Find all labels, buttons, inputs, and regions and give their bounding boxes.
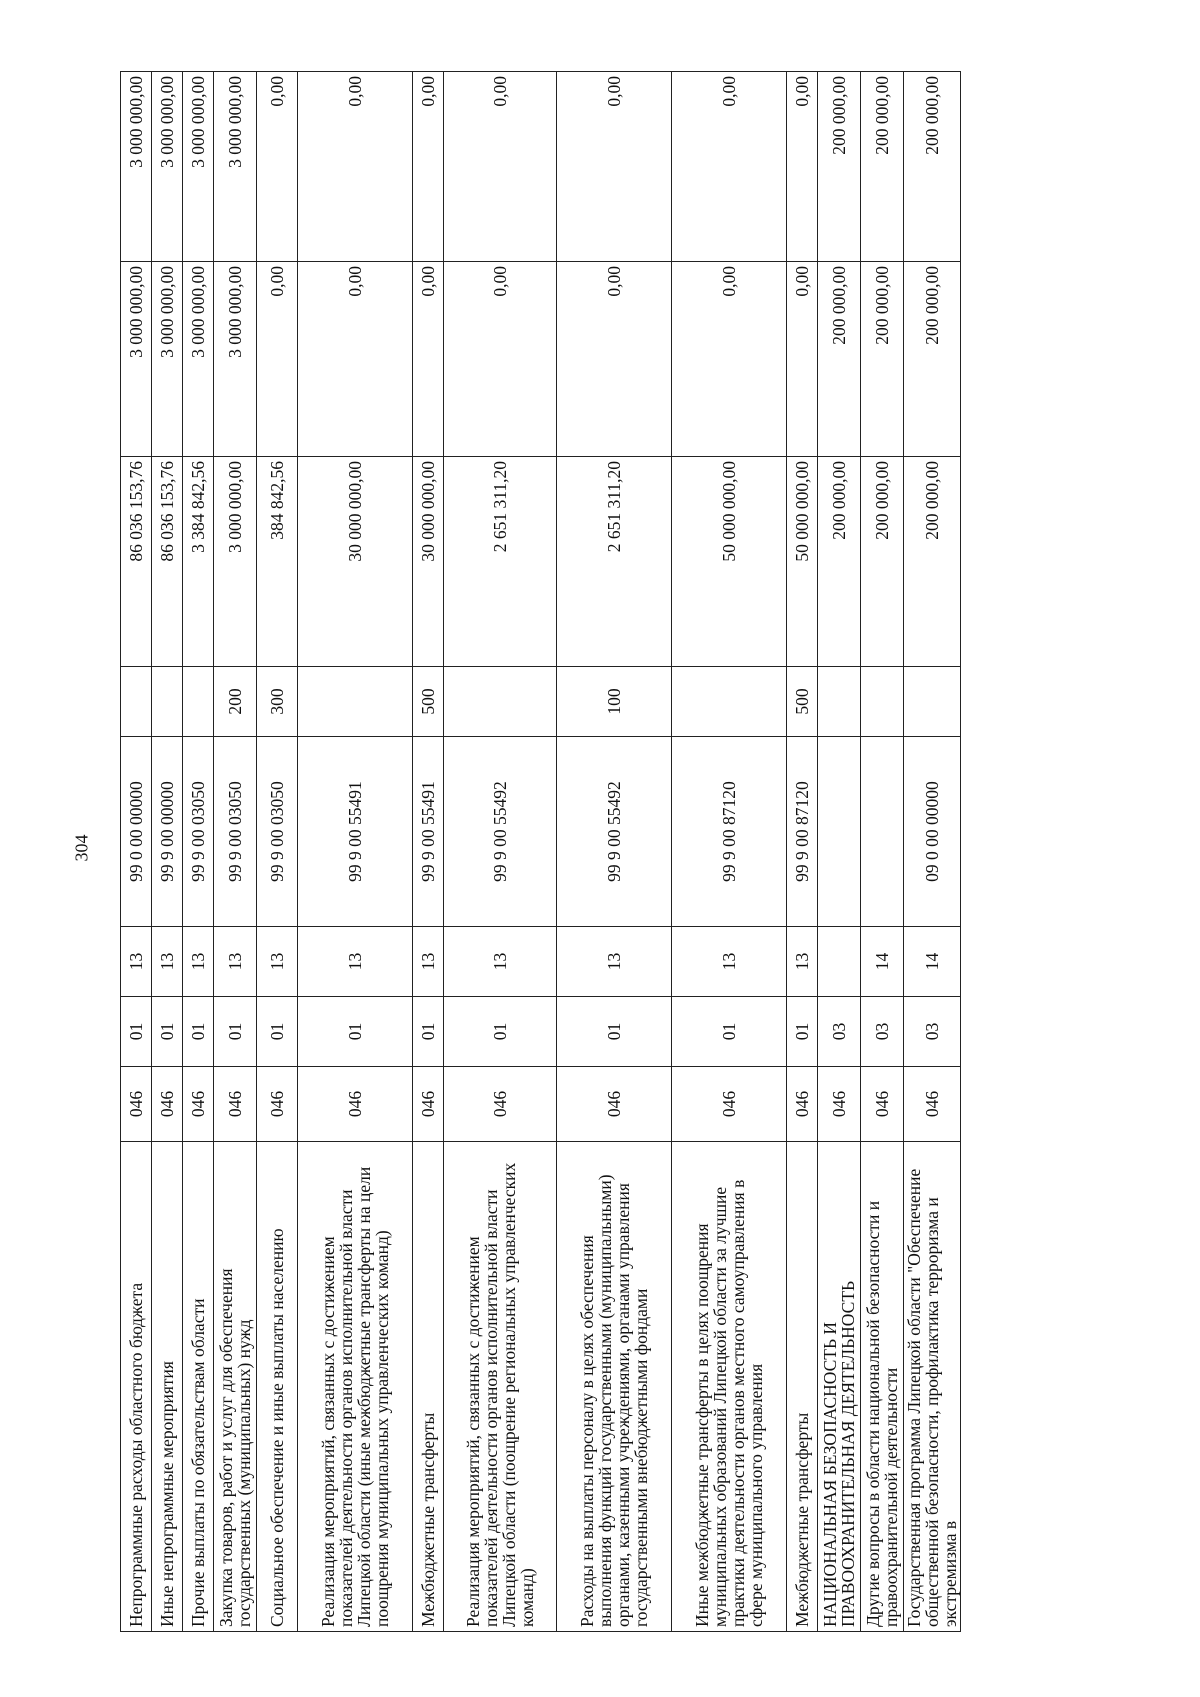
cell-pr: 13 [672, 927, 787, 997]
cell-amount-2: 3 000 000,00 [183, 262, 214, 457]
cell-amount-2: 3 000 000,00 [214, 262, 257, 457]
cell-amount-2: 0,00 [298, 262, 413, 457]
cell-pr [818, 927, 861, 997]
cell-name: Иные межбюджетные трансферты в целях поощрения муниципальных образований Липецкой области за лучшие практики деятельности органов местного самоуправления в сфере муниципального управления [672, 1142, 787, 1632]
budget-table [120, 71, 961, 1632]
cell-csr: 99 9 00 55491 [413, 737, 444, 927]
cell-vr [904, 667, 961, 737]
cell-pr: 14 [861, 927, 904, 997]
cell-gr: 046 [413, 1067, 444, 1142]
table-row [413, 72, 444, 1632]
cell-name: Непрограммные расходы областного бюджета [121, 1142, 152, 1632]
cell-amount-1: 86 036 153,76 [152, 457, 183, 667]
cell-amount-1: 200 000,00 [861, 457, 904, 667]
cell-amount-1: 2 651 311,20 [444, 457, 557, 667]
cell-amount-1: 2 651 311,20 [557, 457, 672, 667]
cell-amount-2: 3 000 000,00 [152, 262, 183, 457]
cell-pr: 13 [121, 927, 152, 997]
cell-rz: 01 [672, 997, 787, 1067]
table-row [257, 72, 298, 1632]
table-row [557, 72, 672, 1632]
cell-csr: 99 9 00 55491 [298, 737, 413, 927]
cell-gr: 046 [214, 1067, 257, 1142]
cell-pr: 13 [787, 927, 818, 997]
cell-rz: 01 [121, 997, 152, 1067]
cell-gr: 046 [121, 1067, 152, 1142]
cell-amount-1: 200 000,00 [818, 457, 861, 667]
cell-name: Расходы на выплаты персоналу в целях обеспечения выполнения функций государственными (муниципальными) органами, казенными учреждениями, органами управления государственными внебюджетными фондами [557, 1142, 672, 1632]
cell-rz: 01 [214, 997, 257, 1067]
cell-amount-3: 0,00 [298, 72, 413, 262]
cell-vr [672, 667, 787, 737]
cell-vr: 300 [257, 667, 298, 737]
cell-csr: 99 9 00 87120 [672, 737, 787, 927]
cell-gr: 046 [257, 1067, 298, 1142]
cell-csr: 09 0 00 00000 [904, 737, 961, 927]
cell-amount-3: 3 000 000,00 [152, 72, 183, 262]
cell-vr: 100 [557, 667, 672, 737]
table-row [861, 72, 904, 1632]
cell-amount-3: 0,00 [444, 72, 557, 262]
cell-vr [861, 667, 904, 737]
cell-amount-3: 3 000 000,00 [183, 72, 214, 262]
cell-csr [818, 737, 861, 927]
page-number: 304 [71, 834, 92, 862]
cell-pr: 13 [557, 927, 672, 997]
cell-gr: 046 [298, 1067, 413, 1142]
cell-vr: 500 [413, 667, 444, 737]
cell-vr [818, 667, 861, 737]
cell-csr: 99 9 00 03050 [214, 737, 257, 927]
cell-amount-1: 3 384 842,56 [183, 457, 214, 667]
cell-gr: 046 [557, 1067, 672, 1142]
table-row [672, 72, 787, 1632]
rotated-table-container [120, 72, 1020, 1632]
table-row [904, 72, 961, 1632]
cell-csr: 99 9 00 87120 [787, 737, 818, 927]
cell-name: Другие вопросы в области национальной безопасности и правоохранительной деятельности [861, 1142, 904, 1632]
cell-name: Иные непрограммные мероприятия [152, 1142, 183, 1632]
cell-rz: 01 [444, 997, 557, 1067]
table-row [818, 72, 861, 1632]
cell-pr: 13 [298, 927, 413, 997]
cell-amount-3: 200 000,00 [904, 72, 961, 262]
cell-rz: 01 [257, 997, 298, 1067]
cell-amount-2: 0,00 [557, 262, 672, 457]
cell-amount-3: 0,00 [413, 72, 444, 262]
table-row [444, 72, 557, 1632]
cell-csr: 99 0 00 00000 [121, 737, 152, 927]
cell-amount-1: 50 000 000,00 [672, 457, 787, 667]
table-row [787, 72, 818, 1632]
cell-gr: 046 [904, 1067, 961, 1142]
cell-csr: 99 9 00 00000 [152, 737, 183, 927]
cell-gr: 046 [183, 1067, 214, 1142]
cell-amount-2: 200 000,00 [904, 262, 961, 457]
cell-amount-3: 200 000,00 [861, 72, 904, 262]
cell-amount-1: 50 000 000,00 [787, 457, 818, 667]
cell-gr: 046 [152, 1067, 183, 1142]
cell-amount-2: 0,00 [413, 262, 444, 457]
cell-amount-3: 0,00 [557, 72, 672, 262]
cell-amount-2: 0,00 [787, 262, 818, 457]
cell-vr: 200 [214, 667, 257, 737]
cell-amount-1: 30 000 000,00 [298, 457, 413, 667]
cell-rz: 01 [298, 997, 413, 1067]
cell-amount-2: 200 000,00 [861, 262, 904, 457]
cell-pr: 13 [413, 927, 444, 997]
cell-vr [121, 667, 152, 737]
cell-vr: 500 [787, 667, 818, 737]
cell-name: Закупка товаров, работ и услуг для обеспечения государственных (муниципальных) нужд [214, 1142, 257, 1632]
cell-gr: 046 [672, 1067, 787, 1142]
table-row [183, 72, 214, 1632]
cell-name: Межбюджетные трансферты [413, 1142, 444, 1632]
cell-vr [444, 667, 557, 737]
cell-name: НАЦИОНАЛЬНАЯ БЕЗОПАСНОСТЬ И ПРАВООХРАНИТЕЛЬНАЯ ДЕЯТЕЛЬНОСТЬ [818, 1142, 861, 1632]
cell-gr: 046 [818, 1067, 861, 1142]
cell-pr: 13 [257, 927, 298, 997]
cell-rz: 03 [904, 997, 961, 1067]
table-row [298, 72, 413, 1632]
cell-amount-3: 0,00 [672, 72, 787, 262]
cell-name: Реализация мероприятий, связанных с достижением показателей деятельности органов исполнительной власти Липецкой области (иные межбюджетные трансферты на цели поощрения муниципальных управленческих команд) [298, 1142, 413, 1632]
cell-name: Реализация мероприятий, связанных с достижением показателей деятельности органов исполнительной власти Липецкой области (поощрение региональных управленческих команд) [444, 1142, 557, 1632]
cell-vr [152, 667, 183, 737]
cell-amount-3: 3 000 000,00 [214, 72, 257, 262]
cell-pr: 13 [183, 927, 214, 997]
cell-gr: 046 [444, 1067, 557, 1142]
cell-amount-3: 200 000,00 [818, 72, 861, 262]
cell-pr: 13 [444, 927, 557, 997]
cell-csr: 99 9 00 55492 [444, 737, 557, 927]
cell-pr: 13 [152, 927, 183, 997]
cell-amount-1: 200 000,00 [904, 457, 961, 667]
cell-amount-2: 0,00 [257, 262, 298, 457]
cell-name: Социальное обеспечение и иные выплаты населению [257, 1142, 298, 1632]
table-row [152, 72, 183, 1632]
table-row [121, 72, 152, 1632]
cell-name: Прочие выплаты по обязательствам области [183, 1142, 214, 1632]
cell-csr: 99 9 00 55492 [557, 737, 672, 927]
cell-amount-1: 30 000 000,00 [413, 457, 444, 667]
cell-vr [298, 667, 413, 737]
cell-gr: 046 [787, 1067, 818, 1142]
cell-amount-2: 0,00 [444, 262, 557, 457]
cell-csr: 99 9 00 03050 [183, 737, 214, 927]
cell-rz: 01 [183, 997, 214, 1067]
cell-name: Межбюджетные трансферты [787, 1142, 818, 1632]
cell-amount-3: 3 000 000,00 [121, 72, 152, 262]
cell-name: Государственная программа Липецкой области "Обеспечение общественной безопасности, профилактика терроризма и экстремизма в [904, 1142, 961, 1632]
cell-csr [861, 737, 904, 927]
cell-pr: 13 [214, 927, 257, 997]
cell-amount-3: 0,00 [787, 72, 818, 262]
cell-pr: 14 [904, 927, 961, 997]
table-row [214, 72, 257, 1632]
cell-rz: 03 [818, 997, 861, 1067]
cell-rz: 03 [861, 997, 904, 1067]
cell-amount-3: 0,00 [257, 72, 298, 262]
cell-vr [183, 667, 214, 737]
cell-amount-1: 3 000 000,00 [214, 457, 257, 667]
cell-rz: 01 [413, 997, 444, 1067]
cell-rz: 01 [152, 997, 183, 1067]
cell-amount-1: 86 036 153,76 [121, 457, 152, 667]
cell-amount-2: 0,00 [672, 262, 787, 457]
cell-csr: 99 9 00 03050 [257, 737, 298, 927]
cell-gr: 046 [861, 1067, 904, 1142]
cell-amount-2: 3 000 000,00 [121, 262, 152, 457]
cell-rz: 01 [787, 997, 818, 1067]
cell-amount-2: 200 000,00 [818, 262, 861, 457]
cell-rz: 01 [557, 997, 672, 1067]
cell-amount-1: 384 842,56 [257, 457, 298, 667]
